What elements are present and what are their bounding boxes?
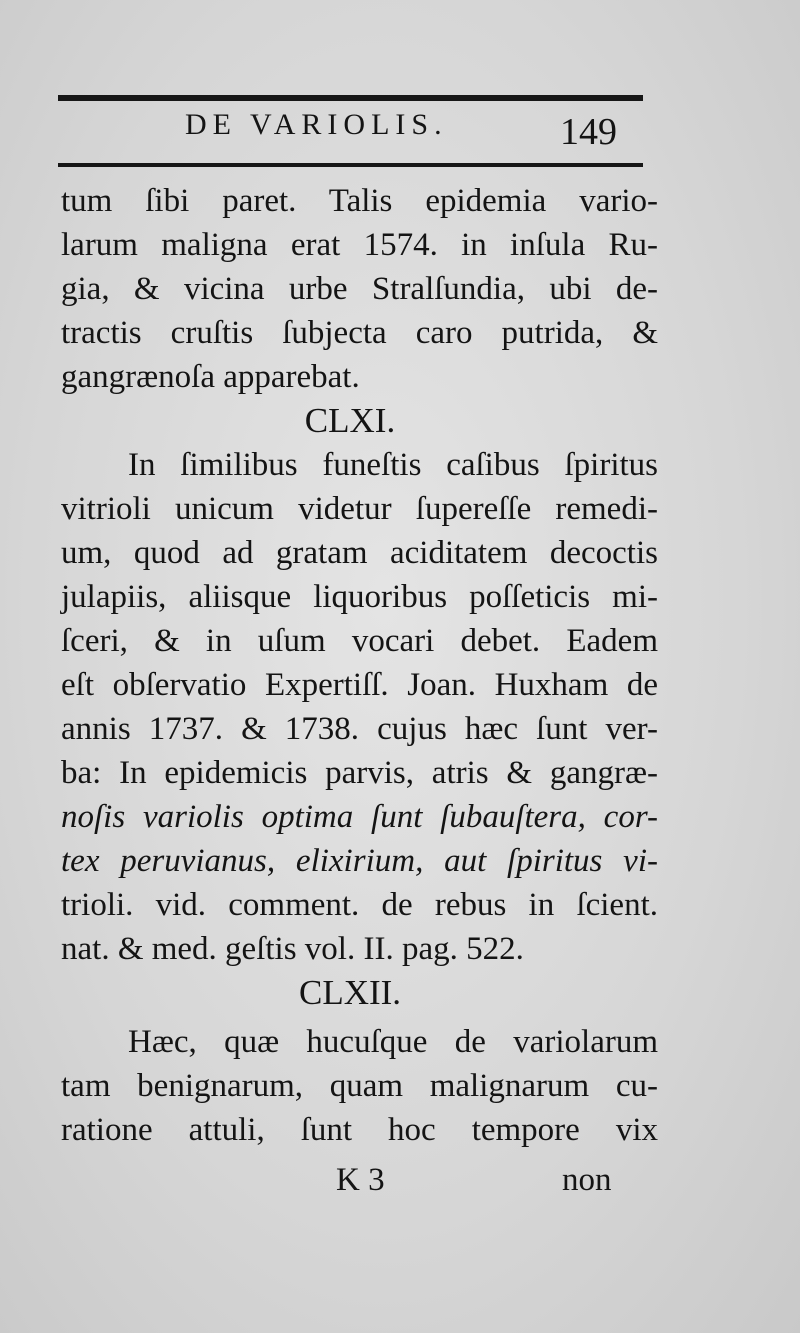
header-rule-bottom <box>58 163 643 167</box>
text-line: julapiis, aliisque liquoribus poſſeticis mi- <box>61 579 658 615</box>
page-number: 149 <box>560 111 617 153</box>
catchword: non <box>562 1162 612 1198</box>
text-line: eſt obſervatio Expertiſſ. Joan. Huxham de <box>61 667 658 703</box>
text-line: ratione attuli, ſunt hoc tempore vix <box>61 1112 658 1148</box>
text-line: nat. & med. geſtis vol. II. pag. 522. <box>61 931 524 967</box>
text-line: tractis cruſtis ſubjecta caro putrida, & <box>61 315 658 351</box>
text-line: Hæc, quæ hucuſque de variolarum <box>128 1024 658 1060</box>
text-line: noſis variolis optima ſunt ſubauſtera, cor- <box>61 799 658 835</box>
text-line: gia, & vicina urbe Stralſundia, ubi de- <box>61 271 658 307</box>
text-line: larum maligna erat 1574. in inſula Ru- <box>61 227 658 263</box>
running-head: DE VARIOLIS. <box>185 108 448 141</box>
text-line: ſceri, & in uſum vocari debet. Eadem <box>61 623 658 659</box>
text-line: In ſimilibus funeſtis caſibus ſpiritus <box>128 447 658 483</box>
text-line: vitrioli unicum videtur ſupereſſe remedi- <box>61 491 658 527</box>
text-line: gangrænoſa apparebat. <box>61 359 360 395</box>
text-line: trioli. vid. comment. de rebus in ſcient. <box>61 887 658 923</box>
section-heading: CLXII. <box>298 973 402 1012</box>
text-line: tex peruvianus, elixirium, aut ſpiritus vi- <box>61 843 658 879</box>
text-line: annis 1737. & 1738. cujus hæc ſunt ver- <box>61 711 658 747</box>
page-footer <box>0 1158 800 1202</box>
section-heading: CLXI. <box>304 401 396 440</box>
header-rule-top <box>58 95 643 101</box>
text-line: um, quod ad gratam aciditatem decoctis <box>61 535 658 571</box>
text-line: ba: In epidemicis parvis, atris & gangræ- <box>61 755 658 791</box>
text-line: tam benignarum, quam malignarum cu- <box>61 1068 658 1104</box>
text-line: tum ſibi paret. Talis epidemia vario- <box>61 183 658 219</box>
signature-mark: K 3 <box>336 1162 385 1198</box>
